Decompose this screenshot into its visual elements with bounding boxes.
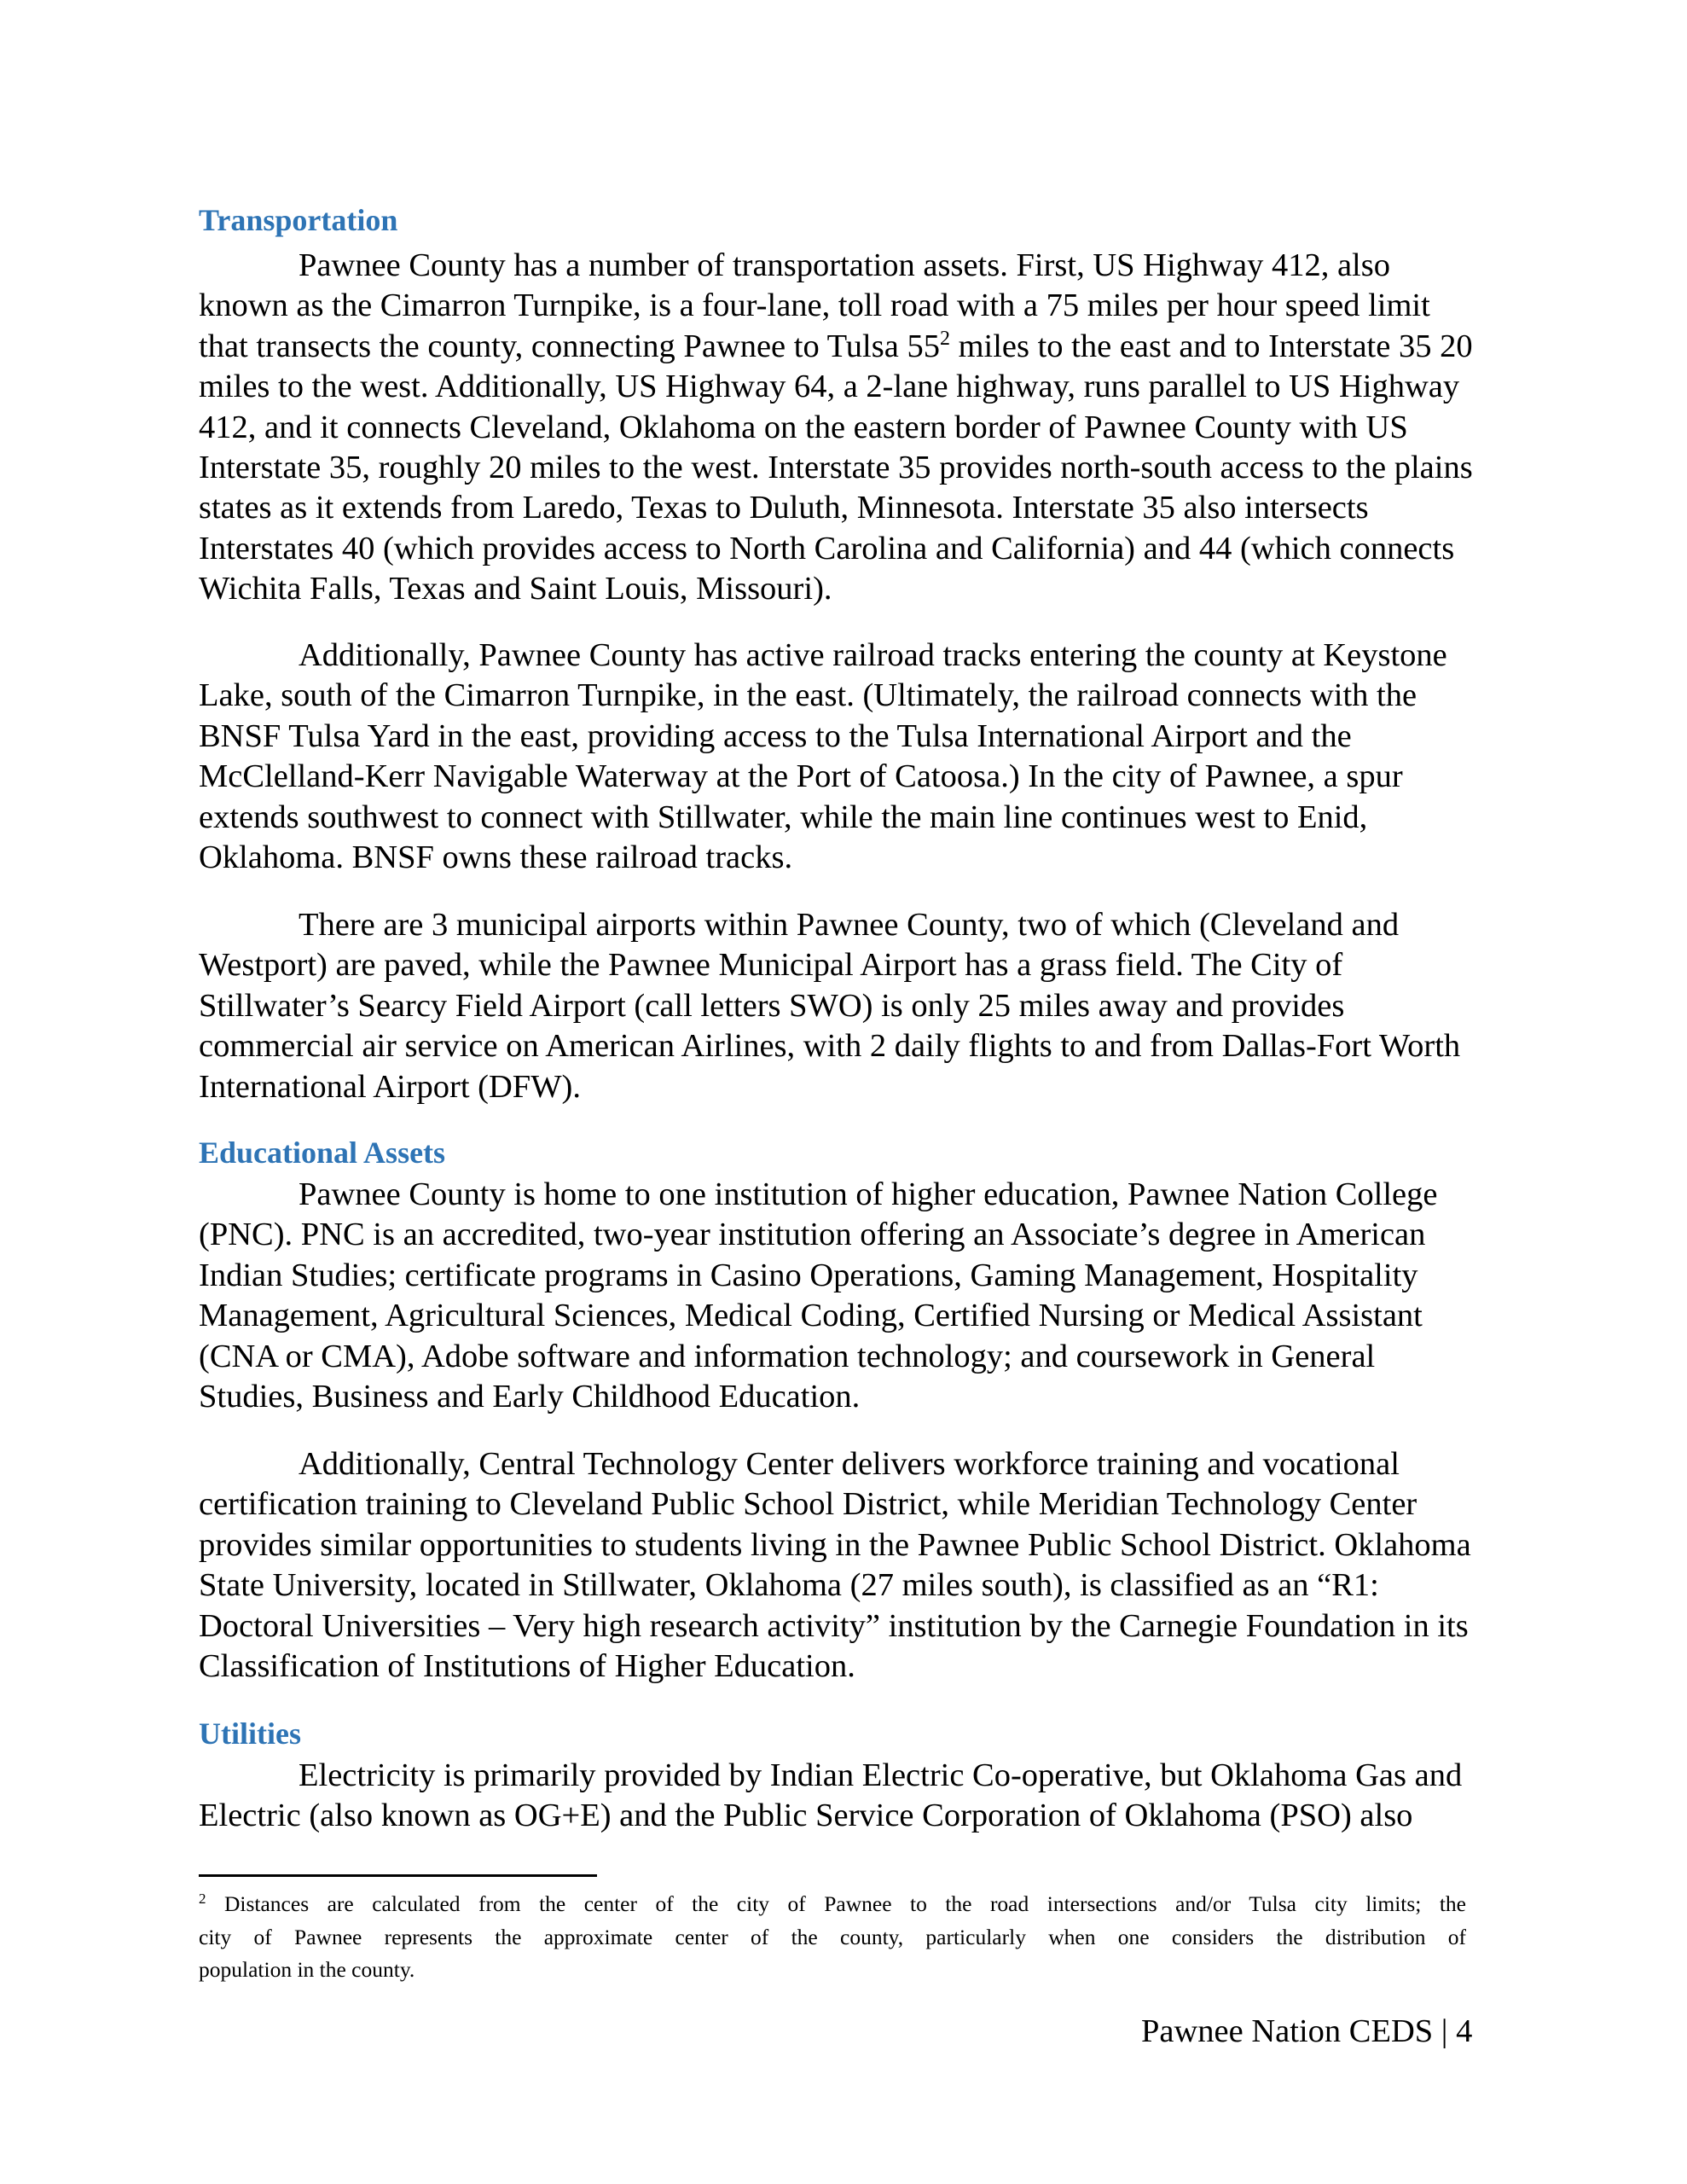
text-line: commercial air service on American Airlines, with 2 daily flights to and from Dallas-Fort Worth xyxy=(199,1028,1461,1065)
text-line: Studies, Business and Early Childhood Education. xyxy=(199,1378,861,1414)
footnote-reference[interactable]: 2 xyxy=(939,327,950,350)
text-line: Interstates 40 (which provides access to North Carolina and California) and 44 (which connects xyxy=(199,530,1455,566)
text-line: extends southwest to connect with Stillwater, while the main line continues west to Enid, xyxy=(199,799,1368,835)
text-line: Oklahoma. BNSF owns these railroad tracks. xyxy=(199,839,793,875)
text-segment: miles to the east and to Interstate 35 20 xyxy=(949,328,1473,364)
text-line: known as the Cimarron Turnpike, is a four-lane, toll road with a 75 miles per hour speed limit xyxy=(199,288,1430,324)
text-line: Pawnee County is home to one institution of higher education, Pawnee Nation College xyxy=(299,1176,1438,1212)
section-heading-utilities: Utilities xyxy=(199,1716,301,1751)
text-line: states as it extends from Laredo, Texas to Duluth, Minnesota. Interstate 35 also intersects xyxy=(199,490,1369,526)
paragraph-education-technology-centers xyxy=(199,1444,1495,1687)
page-footer: Pawnee Nation CEDS | 4 xyxy=(1141,2013,1473,2049)
text-line: provides similar opportunities to students living in the Pawnee Public School District. Oklahoma xyxy=(199,1526,1471,1563)
text-line: Stillwater’s Searcy Field Airport (call letters SWO) is only 25 miles away and provides xyxy=(199,987,1345,1024)
section-heading-transportation: Transportation xyxy=(199,203,398,237)
footnote-line: city of Pawnee represents the approximate center of the county, particularly when one considers the distribution of xyxy=(199,1924,1466,1949)
text-line: certification training to Cleveland Public School District, while Meridian Technology Center xyxy=(199,1486,1417,1523)
text-line: Electric (also known as OG+E) and the Public Service Corporation of Oklahoma (PSO) also xyxy=(199,1798,1413,1834)
section-heading-educational-assets: Educational Assets xyxy=(199,1136,446,1170)
text-line: Electricity is primarily provided by Indian Electric Co-operative, but Oklahoma Gas and xyxy=(299,1757,1463,1793)
text-line: Management, Agricultural Sciences, Medical Coding, Certified Nursing or Medical Assistant xyxy=(199,1298,1423,1334)
footnote-text: Distances are calculated from the center of the city of Pawnee to the road intersections and/or Tulsa city limits; the xyxy=(223,1891,1467,1916)
text-line: International Airport (DFW). xyxy=(199,1068,581,1105)
text-line: Doctoral Universities – Very high research activity” institution by the Carnegie Foundation in its xyxy=(199,1607,1469,1644)
footnote-line xyxy=(199,1888,1466,1921)
footnote-separator xyxy=(199,1874,597,1877)
text-line: State University, located in Stillwater, Oklahoma (27 miles south), is classified as an “R1: xyxy=(199,1567,1379,1604)
text-line: Lake, south of the Cimarron Turnpike, in the east. (Ultimately, the railroad connects with the xyxy=(199,677,1417,714)
text-segment: that transects the county, connecting Pawnee to Tulsa 55 xyxy=(199,328,940,364)
text-line: Interstate 35, roughly 20 miles to the west. Interstate 35 provides north-south access to the plains xyxy=(199,449,1473,485)
text-line: Additionally, Pawnee County has active railroad tracks entering the county at Keystone xyxy=(299,637,1447,673)
footnote-number: 2 xyxy=(199,1891,206,1907)
text-line: Wichita Falls, Texas and Saint Louis, Missouri). xyxy=(199,571,832,607)
paragraph-utilities-electricity xyxy=(199,1756,1495,1837)
footnote-line: population in the county. xyxy=(199,1957,415,1982)
text-line: (PNC). PNC is an accredited, two-year institution offering an Associate’s degree in American xyxy=(199,1217,1426,1253)
text-line: (CNA or CMA), Adobe software and information technology; and coursework in General xyxy=(199,1338,1376,1374)
text-line: Classification of Institutions of Higher Education. xyxy=(199,1647,855,1684)
text-line: 412, and it connects Cleveland, Oklahoma on the eastern border of Pawnee County with US xyxy=(199,409,1408,445)
paragraph-education-college xyxy=(199,1175,1495,1417)
footnote xyxy=(199,1888,1466,1987)
text-line: McClelland-Kerr Navigable Waterway at the Port of Catoosa.) In the city of Pawnee, a spur xyxy=(199,758,1403,795)
text-line: Additionally, Central Technology Center delivers workforce training and vocational xyxy=(299,1446,1400,1482)
paragraph-transportation-railroad xyxy=(199,636,1495,878)
text-line: Indian Studies; certificate programs in Casino Operations, Gaming Management, Hospitality xyxy=(199,1257,1418,1293)
text-line-with-footnote xyxy=(199,327,1495,367)
text-line: There are 3 municipal airports within Pawnee County, two of which (Cleveland and xyxy=(299,907,1400,943)
text-line: Westport) are paved, while the Pawnee Municipal Airport has a grass field. The City of xyxy=(199,947,1343,984)
text-line: BNSF Tulsa Yard in the east, providing access to the Tulsa International Airport and the xyxy=(199,717,1352,754)
paragraph-transportation-airports xyxy=(199,905,1495,1107)
paragraph-transportation-highways xyxy=(199,246,1495,610)
text-line: Pawnee County has a number of transportation assets. First, US Highway 412, also xyxy=(299,247,1390,283)
text-line: miles to the west. Additionally, US Highway 64, a 2-lane highway, runs parallel to US Highway xyxy=(199,369,1460,405)
